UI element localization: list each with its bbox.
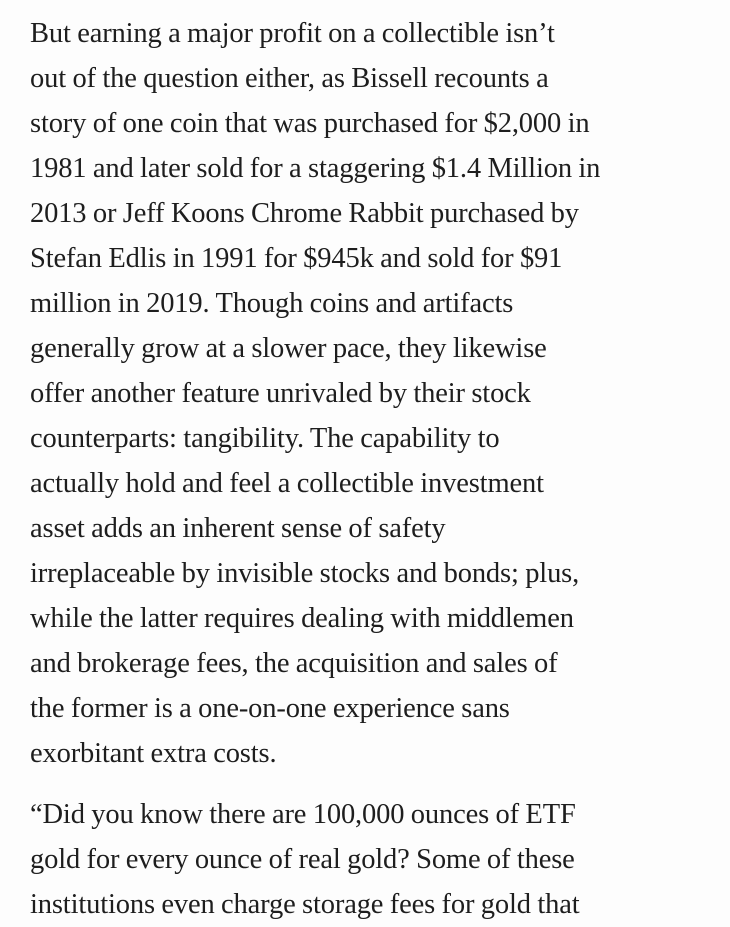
text-line: counterparts: tangibility. The capability to [30, 423, 500, 454]
text-line: story of one coin that was purchased for $2,000 in [30, 108, 590, 139]
text-line: the former is a one-on-one experience sans [30, 693, 510, 724]
text-line: while the latter requires dealing with middlemen [30, 603, 574, 634]
text-line: actually hold and feel a collectible investment [30, 468, 544, 499]
text-line: and brokerage fees, the acquisition and sales of [30, 648, 558, 679]
text-line: institutions even charge storage fees for gold that [30, 889, 580, 920]
text-line: 1981 and later sold for a staggering $1.4 Million in [30, 153, 601, 184]
text-line: gold for every ounce of real gold? Some of these [30, 844, 575, 875]
text-line: Stefan Edlis in 1991 for $945k and sold for $91 [30, 243, 563, 274]
text-line: generally grow at a slower pace, they likewise [30, 333, 547, 364]
text-line: 2013 or Jeff Koons Chrome Rabbit purchased by [30, 198, 579, 229]
text-line: But earning a major profit on a collectible isn’t [30, 18, 555, 49]
article-body [30, 11, 720, 927]
text-line: exorbitant extra costs. [30, 738, 277, 769]
text-line: irreplaceable by invisible stocks and bonds; plus, [30, 558, 580, 589]
text-line: million in 2019. Though coins and artifacts [30, 288, 514, 319]
text-line: “Did you know there are 100,000 ounces of ETF [30, 799, 576, 830]
text-line: out of the question either, as Bissell recounts a [30, 63, 549, 94]
paragraph-collectibles-profit [30, 11, 720, 776]
text-line: asset adds an inherent sense of safety [30, 513, 446, 544]
text-line: offer another feature unrivaled by their stock [30, 378, 531, 409]
paragraph-etf-gold-quote [30, 792, 720, 927]
